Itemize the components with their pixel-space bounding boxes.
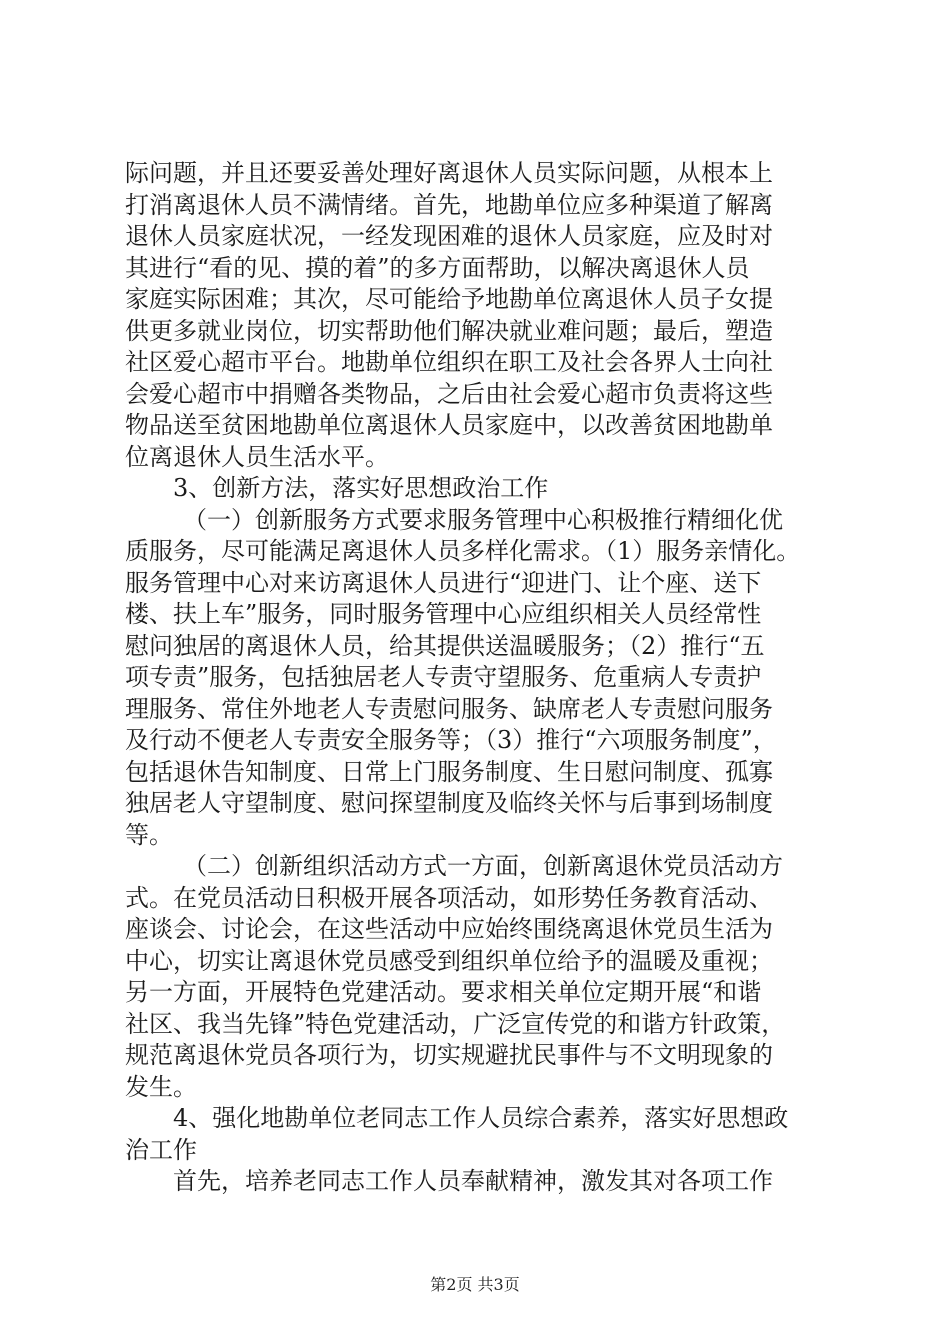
text-line: 服务管理中心对来访离退休人员进行“迎进门、让个座、送下 <box>125 568 762 597</box>
text-line: 质服务，尽可能满足离退休人员多样化需求。（1）服务亲情化。 <box>125 537 801 565</box>
subsection-heading-2: （二）创新组织活动方式一方面，创新离退休党员活动方 <box>183 852 783 880</box>
subsection-heading-1: （一）创新服务方式要求服务管理中心积极推行精细化优 <box>183 505 783 534</box>
text-line: 际问题，并且还要妥善处理好离退休人员实际问题，从根本上 <box>125 159 773 187</box>
text-line: 社区爱心超市平台。地勘单位组织在职工及社会各界人士向社 <box>125 348 773 376</box>
text-line: 家庭实际困难；其次，尽可能给予地勘单位离退休人员子女提 <box>125 285 773 313</box>
section-heading-4: 4、强化地勘单位老同志工作人员综合素养，落实好思想政 <box>173 1104 789 1132</box>
text-line: 退休人员家庭状况，一经发现困难的退休人员家庭，应及时对 <box>125 222 773 250</box>
text-line: 包括退休告知制度、日常上门服务制度、生日慰问制度、孤寡 <box>125 757 773 786</box>
text-line: 其进行“看的见、摸的着”的多方面帮助，以解决离退休人员 <box>125 253 750 282</box>
text-line: 位离退休人员生活水平。 <box>125 442 389 471</box>
text-line: 另一方面，开展特色党建活动。要求相关单位定期开展“和谐 <box>125 978 762 1006</box>
section-heading-3: 3、创新方法，落实好思想政治工作 <box>173 474 549 502</box>
text-line: 理服务、常住外地老人专责慰问服务、缺席老人专责慰问服务 <box>125 694 773 723</box>
text-line: 首先，培养老同志工作人员奉献精神，激发其对各项工作 <box>173 1167 773 1195</box>
text-line: 治工作 <box>125 1135 197 1164</box>
text-line: 会爱心超市中捐赠各类物品，之后由社会爱心超市负责将这些 <box>125 379 773 408</box>
text-line: 等。 <box>125 820 173 849</box>
text-line: 及行动不便老人专责安全服务等；（3）推行“六项服务制度”， <box>125 726 777 754</box>
text-line: 项专责”服务，包括独居老人专责守望服务、危重病人专责护 <box>125 663 762 691</box>
text-line: 座谈会、讨论会，在这些活动中应始终围绕离退休党员生活为 <box>125 915 773 943</box>
text-line: 物品送至贫困地勘单位离退休人员家庭中，以改善贫困地勘单 <box>125 411 773 439</box>
text-line: 规范离退休党员各项行为，切实规避扰民事件与不文明现象的 <box>125 1041 773 1069</box>
text-line: 独居老人守望制度、慰问探望制度及临终关怀与后事到场制度 <box>125 789 773 817</box>
text-line: 发生。 <box>125 1072 197 1101</box>
text-line: 供更多就业岗位，切实帮助他们解决就业难问题；最后，塑造 <box>125 316 773 345</box>
text-line: 慰问独居的离退休人员，给其提供送温暖服务；（2）推行“五 <box>125 631 765 660</box>
text-line: 楼、扶上车”服务，同时服务管理中心应组织相关人员经常性 <box>125 600 762 628</box>
text-line: 打消离退休人员不满情绪。首先，地勘单位应多种渠道了解离 <box>125 190 773 219</box>
text-line: 社区、我当先锋”特色党建活动，广泛宣传党的和谐方针政策， <box>125 1009 786 1038</box>
text-line: 中心，切实让离退休党员感受到组织单位给予的温暖及重视； <box>125 946 773 975</box>
document-body <box>125 158 845 1198</box>
page-number-footer: 第2页 共3页 <box>430 1275 520 1294</box>
text-line: 式。在党员活动日积极开展各项活动，如形势任务教育活动、 <box>125 883 773 912</box>
